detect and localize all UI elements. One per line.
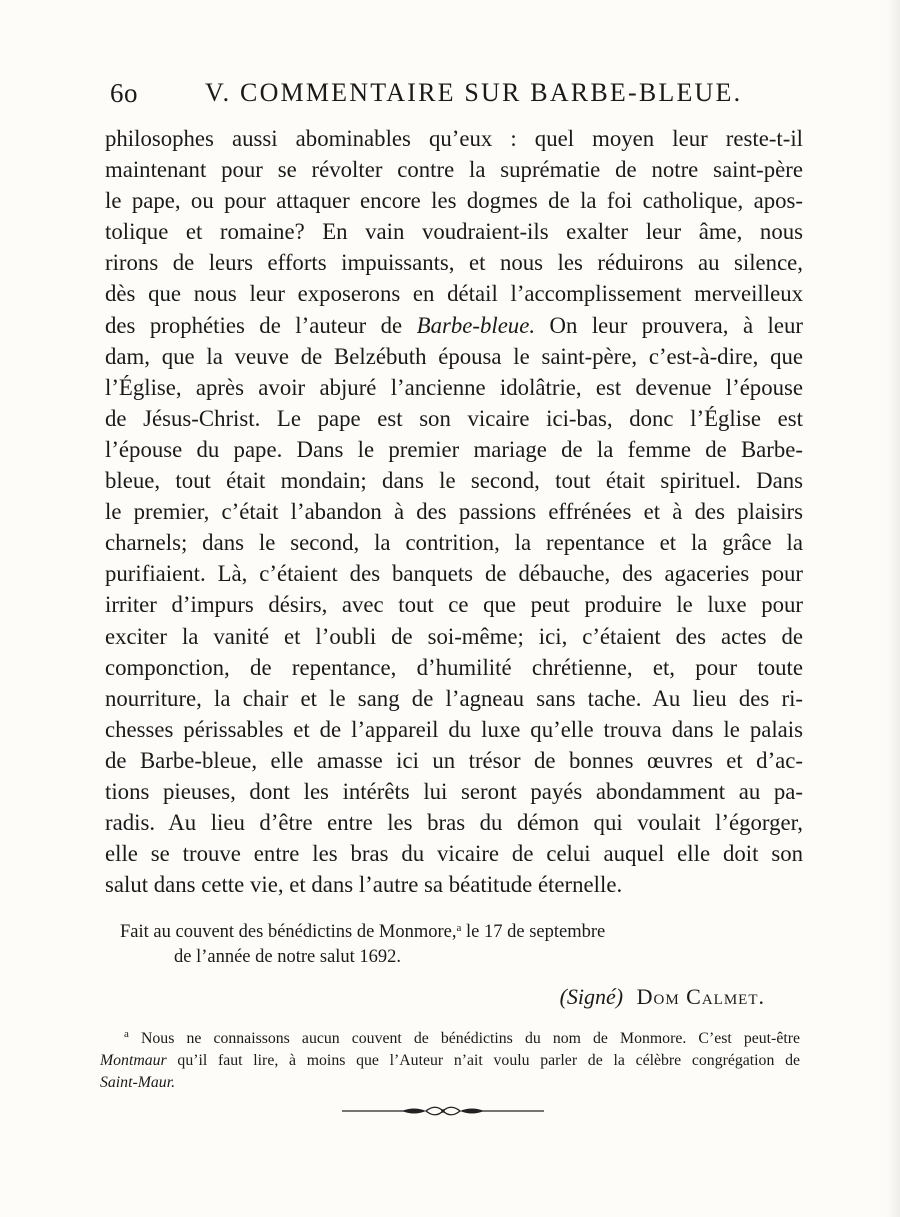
colophon-line bbox=[120, 920, 720, 945]
footnote-line bbox=[100, 1050, 800, 1072]
body-line: rirons de leurs efforts impuissants, et nous les réduirons au silence, bbox=[105, 250, 803, 276]
footnote-italic: Montmaur bbox=[100, 1052, 167, 1069]
signature bbox=[560, 984, 765, 1010]
colophon-line: de l’année de notre salut 1692. bbox=[174, 947, 402, 967]
footnote-reference[interactable]: a bbox=[456, 922, 462, 934]
body-line: dam, que la veuve de Belzébuth épousa le saint-père, c’est-à-dire, que bbox=[105, 343, 803, 369]
footnote-italic: Saint-Maur. bbox=[100, 1074, 176, 1091]
body-line: de Jésus-Christ. Le pape est son vicaire ici-bas, donc l’Église est bbox=[105, 405, 803, 431]
body-line: irriter d’impurs désirs, avec tout ce que peut produire le luxe pour bbox=[105, 592, 803, 618]
body-line: dès que nous leur exposerons en détail l’accomplissement merveilleux bbox=[105, 281, 803, 307]
body-line: exciter la vanité et l’oubli de soi-même; ici, c’étaient des actes de bbox=[105, 623, 803, 649]
footnote-text: qu’il faut lire, à moins que l’Auteur n’ait voulu parler de la célèbre congrégation de bbox=[166, 1052, 800, 1069]
tailpiece-ornament-icon bbox=[342, 1103, 544, 1119]
body-line: bleue, tout était mondain; dans le second, tout était spirituel. Dans bbox=[105, 468, 803, 494]
body-line: philosophes aussi abominables qu’eux : quel moyen leur reste-t-il bbox=[105, 126, 803, 151]
body-line: tions pieuses, dont les intérêts lui seront payés abondamment au pa- bbox=[105, 778, 803, 804]
signature-signe: (Signé) bbox=[559, 984, 624, 1009]
body-line-part: des prophéties de l’auteur de bbox=[105, 312, 417, 338]
footnote-mark: a bbox=[124, 1028, 129, 1040]
signature-name: Dom Calmet. bbox=[636, 984, 765, 1009]
body-line: componction, de repentance, d’humilité chrétienne, et, pour toute bbox=[105, 654, 803, 680]
body-line: de Barbe-bleue, elle amasse ici un trésor de bonnes œuvres et d’ac- bbox=[105, 747, 803, 773]
colophon bbox=[120, 920, 720, 970]
colophon-text: le 17 de septembre bbox=[461, 922, 606, 942]
body-text bbox=[105, 123, 803, 900]
body-line: purifiaient. Là, c’étaient des banquets de débauche, des agaceries pour bbox=[105, 561, 803, 587]
page-number: 6o bbox=[110, 78, 138, 108]
book-title-barbe-bleue: Barbe-bleue. bbox=[416, 312, 536, 338]
body-line: l’Église, après avoir abjuré l’ancienne idolâtrie, est devenue l’épouse bbox=[105, 374, 803, 400]
running-head bbox=[110, 78, 810, 112]
footnote-text: Nous ne connaissons aucun couvent de bénédictins du nom de Monmore. C’est peut-être bbox=[141, 1030, 800, 1047]
footnote-line bbox=[100, 1072, 800, 1094]
body-line: tolique et romaine? En vain voudraient-ils exalter leur âme, nous bbox=[105, 219, 803, 245]
body-line: le premier, c’était l’abandon à des passions effrénées et à des plaisirs bbox=[105, 499, 803, 525]
body-line: salut dans cette vie, et dans l’autre sa béatitude éternelle. bbox=[105, 872, 623, 898]
body-line: chesses périssables et de l’appareil du luxe qu’elle trouva dans le palais bbox=[105, 716, 803, 742]
body-line: l’épouse du pape. Dans le premier mariage de la femme de Barbe- bbox=[105, 436, 803, 462]
footnote-line bbox=[100, 1028, 800, 1050]
body-line-part: On leur prouvera, à leur bbox=[535, 312, 803, 338]
body-line: charnels; dans le second, la contrition, la repentance et la grâce la bbox=[105, 530, 803, 556]
colophon-text: Fait au couvent des bénédictins de Monmore, bbox=[120, 922, 457, 942]
body-line bbox=[105, 310, 803, 341]
body-line: elle se trouve entre les bras du vicaire de celui auquel elle doit son bbox=[105, 841, 803, 867]
footnote bbox=[100, 1028, 800, 1094]
body-line: radis. Au lieu d’être entre les bras du démon qui voulait l’égorger, bbox=[105, 810, 803, 836]
running-title: V. COMMENTAIRE SUR BARBE-BLEUE. bbox=[205, 78, 743, 107]
page-edge-shadow bbox=[886, 0, 900, 1217]
body-line: nourriture, la chair et le sang de l’agneau sans tache. Au lieu des ri- bbox=[105, 685, 803, 711]
body-line: maintenant pour se révolter contre la suprématie de notre saint-père bbox=[105, 157, 803, 183]
body-line: le pape, ou pour attaquer encore les dogmes de la foi catholique, apos- bbox=[105, 188, 803, 214]
